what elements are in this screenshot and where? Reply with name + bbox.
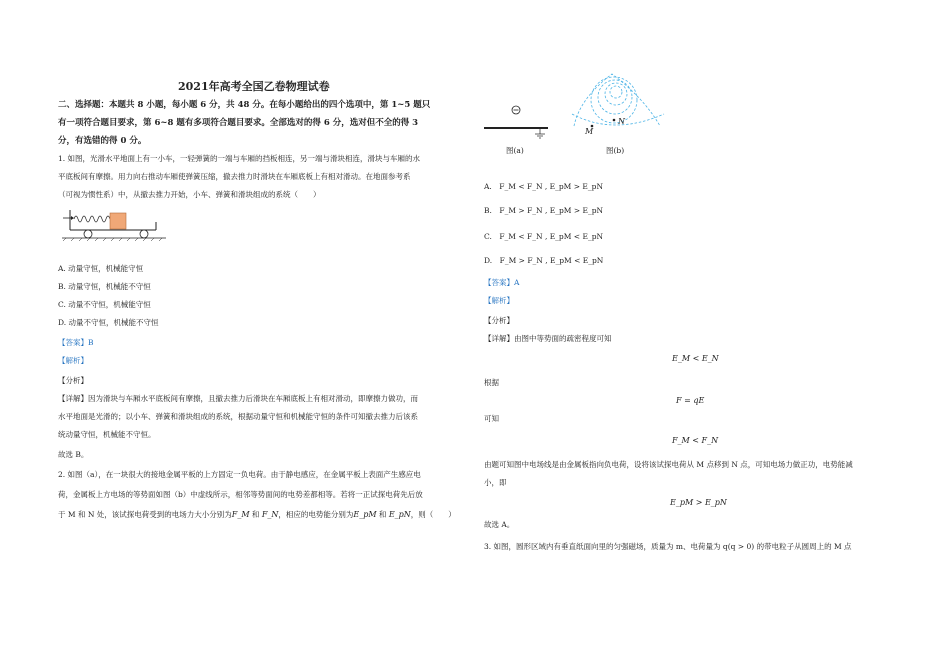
q2-line-3: 于 M 和 N 处，该试探电荷受到的电场力大小分别为F_M 和 F_N，相应的电势能分别为E_pM 和 E_pN，则（ ） [58, 510, 456, 519]
wheel-left [84, 230, 92, 238]
q1-conclusion: 故选 B。 [58, 450, 89, 459]
q1-analysis-label: 【解析】 [58, 356, 88, 365]
page-title: 2021年高考全国乙卷物理试卷 [178, 80, 330, 93]
cart-spring-figure [58, 206, 168, 242]
q1-option-c: C. 动量不守恒，机械能守恒 [58, 300, 151, 309]
q2-option-d: D. F_M > F_N , E_pM < E_pN [484, 256, 604, 265]
figure-b-diagram [570, 68, 670, 140]
q1-line-3: （可视为惯性系）中，从撤去推力开始，小车、弹簧和滑块组成的系统（ ） [58, 190, 321, 199]
q2-detail-1: 【详解】由图中等势面的疏密程度可知 [484, 334, 612, 343]
equation-FM-FN: F_M < F_N [672, 436, 719, 445]
q2-detail-3: 小，即 [484, 478, 507, 487]
section-line-2: 有一项符合题目要求，第 6~8 题有多项符合题目要求。全部选对的得 6 分，选对但不全的得 3 [58, 118, 419, 128]
q1-line-2: 平底板间有摩擦。用力向右推动车厢使弹簧压缩，撤去推力时滑块在车厢底板上有相对滑动。在地面参考系 [58, 172, 411, 181]
q2-option-a: A. F_M < F_N , E_pM > E_pN [484, 182, 604, 191]
q3-line-1: 3. 如图，圆形区域内有垂直纸面向里的匀强磁场，质量为 m、电荷量为 q(q > 0) 的带电粒子从圆周上的 M 点 [484, 542, 852, 551]
equation-EM-EN: E_M < E_N [672, 354, 719, 363]
equation-F-qE: F = qE [676, 396, 705, 405]
q2-kezhi: 可知 [484, 414, 499, 423]
q1-option-a: A. 动量守恒，机械能守恒 [58, 264, 144, 273]
q2-analysis-label: 【解析】 [484, 296, 514, 305]
equipotential-5 [574, 74, 660, 126]
equipotential-3 [598, 80, 632, 114]
q2-answer: 【答案】A [484, 278, 520, 287]
q1-fenxi: 【分析】 [58, 376, 88, 385]
section-line-3: 分，有选错的得 0 分。 [58, 136, 147, 146]
q2-detail-2: 由题可知图中电场线是由金属板指向负电荷，设将该试探电荷从 M 点移到 N 点，可知电场力做正功，电势能减 [484, 460, 853, 469]
q1-option-b: B. 动量守恒，机械能不守恒 [58, 282, 151, 291]
q2-genju: 根据 [484, 378, 499, 387]
q1-detail-1: 【详解】因为滑块与车厢水平底板间有摩擦，且撤去推力后滑块在车厢底板上有相对滑动，即摩擦力做功，而 [58, 394, 418, 403]
label-M: M [585, 127, 594, 136]
q2-option-b: B. F_M > F_N , E_pM > E_pN [484, 206, 604, 215]
q2-conclusion: 故选 A。 [484, 520, 515, 529]
point-N [613, 119, 616, 122]
q1-option-d: D. 动量不守恒，机械能不守恒 [58, 318, 159, 327]
equipotential-4 [591, 77, 637, 123]
figure-b-caption: 图(b) [606, 146, 625, 155]
q1-detail-2: 水平地面是光滑的；以小车、弹簧和滑块组成的系统，根据动量守恒和机械能守恒的条件可知撤去推力后该系 [58, 412, 418, 421]
q1-line-1: 1. 如图，光滑水平地面上有一小车，一轻弹簧的一端与车厢的挡板相连，另一端与滑块相连，滑块与车厢的水 [58, 154, 421, 163]
figure-a-caption: 图(a) [506, 146, 524, 155]
wheel-right [140, 230, 148, 238]
q1-answer: 【答案】B [58, 338, 94, 347]
slider-block [110, 213, 126, 229]
spring [74, 216, 110, 222]
equation-EpM-EpN: E_pM > E_pN [670, 498, 727, 507]
q2-option-c: C. F_M < F_N , E_pM < E_pN [484, 232, 604, 241]
label-N: N [618, 117, 625, 126]
q2-line-1: 2. 如图（a），在一块很大的接地金属平板的上方固定一负电荷。由于静电感应，在金属平板上表面产生感应电 [58, 470, 421, 479]
figure-a-diagram [482, 100, 562, 142]
q2-line-2: 荷，金属板上方电场的等势面如图（b）中虚线所示，相邻等势面间的电势差都相等。若将一正试探电荷先后放 [58, 490, 423, 499]
q2-fenxi: 【分析】 [484, 316, 514, 325]
q1-detail-3: 统动量守恒，机械能不守恒。 [58, 430, 156, 439]
section-line-1: 二、选择题：本题共 8 小题，每小题 6 分，共 48 分。在每小题给出的四个选项中，第 1~5 题只 [58, 100, 431, 110]
equipotential-1 [610, 86, 622, 98]
